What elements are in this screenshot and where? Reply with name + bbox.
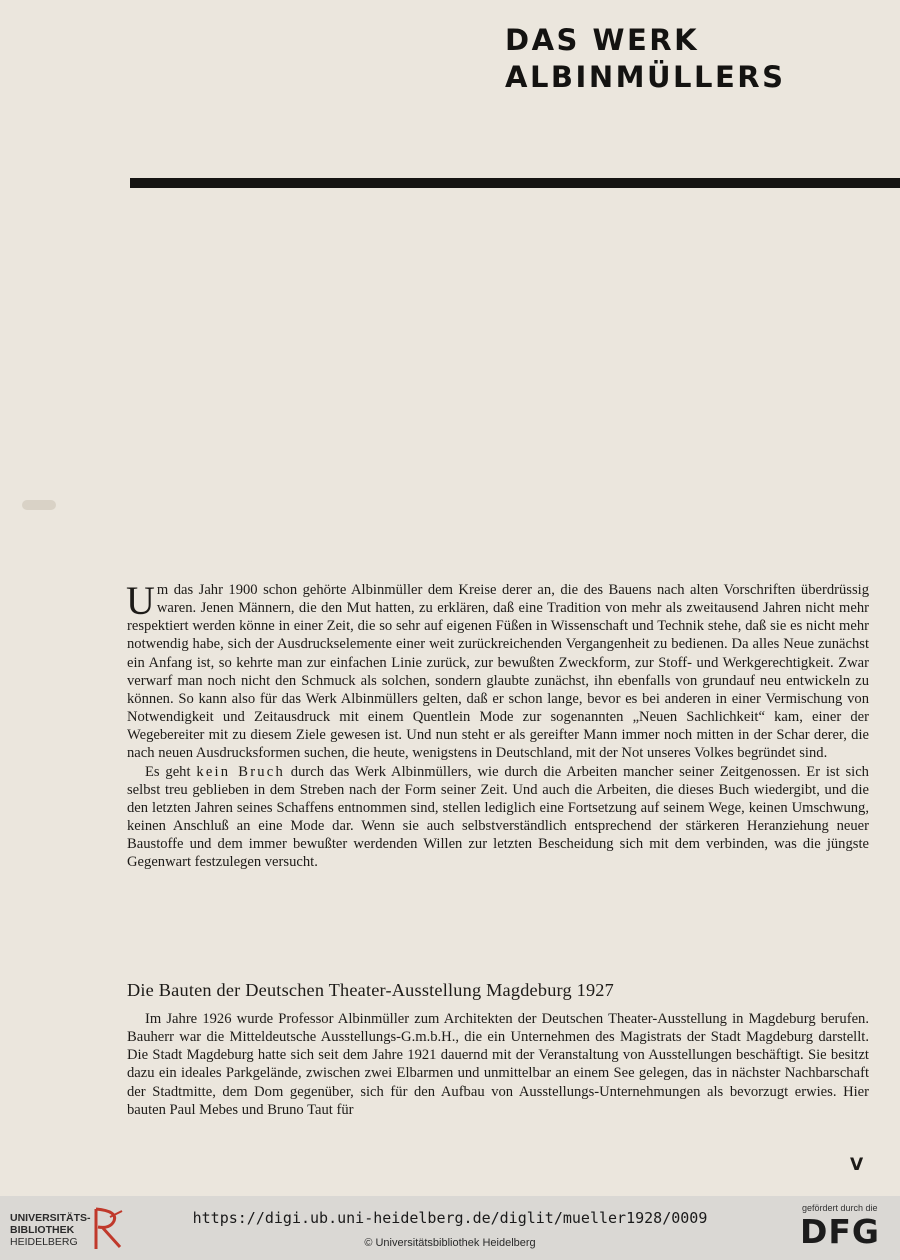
- document-url-link[interactable]: https://digi.ub.uni-heidelberg.de/diglit/mueller1928/0009: [192, 1209, 708, 1227]
- paragraph-1-text: m das Jahr 1900 schon gehörte Albinmüller dem Kreise derer an, die des Bauens nach alten Vorschriften überdrüssig waren. Jenen Männern, die den Mut hatten, zu erklären, daß eine Tradition von mehr als zweitausend Jahren nicht mehr respektiert werden könne in einer Zeit, die so sehr auf eigenen Füßen in Wissenschaft und Technik stehe, daß sie es nicht mehr notwendig habe, sich der Ausdruckselemente einer weit zurückreichenden Vergangenheit zu bedienen. Da alles Neue zunächst ein Anfang ist, so kehrte man zur einfachen Linie zurück, zur bewußten Zweckform, zur Stoff- und Werkgerechtigkeit. Zwar verwarf man noch nicht den Schmuck als solchen, sondern glaubte zunächst, ihn ebenfalls von grundauf neu entwickeln zu können. So kann also für das Werk Albinmüllers gelten, daß er schon lange, bevor es bei anderen in einer Vermischung von Notwendigkeit und Zeitausdruck mit einem Quentlein Mode zur sogenannten „Neuen Sachlichkeit“ kam, einer der Wegebereiter mit zu diesem Ziele gewesen ist. Und nun steht er als gereifter Mann immer noch mitten in der Schar derer, die nach neuen Ausdrucksformen suchen, die heute, wenigstens in Deutschland, mit der Not unseres Volkes begründet sind.: [127, 582, 869, 762]
- library-name-line-1: UNIVERSITÄTS-: [10, 1212, 91, 1224]
- paragraph-1: [126, 578, 869, 763]
- paragraph-3: Im Jahre 1926 wurde Professor Albinmüller zum Architekten der Deutschen Theater-Ausstellung in Magdeburg berufen. Bauherr war die Mitteldeutsche Ausstellungs-G.m.b.H., die ein Unternehmen des Magistrats der Stadt Magdeburg darstellt. Die Stadt Magdeburg hatte sich seit dem Jahre 1921 dauernd mit der Veranstaltung von Ausstellungen beschäftigt. Sie besitzt dazu ein ideales Parkgelände, zwischen zwei Elbarmen und unmittelbar an einem See gelegen, das in nächster Nachbarschaft der Stadtmitte, dem Dom gegenüber, sich für den Aufbau von Ausstellungs-Unternehmungen als bevorzugt erwies. Hier bauten Paul Mebes und Bruno Taut für: [127, 1011, 869, 1118]
- page-number: V: [850, 1155, 864, 1175]
- section-heading: Die Bauten der Deutschen Theater-Ausstellung Magdeburg 1927: [127, 980, 614, 1000]
- paragraph-2-start: Es geht: [145, 763, 191, 780]
- title-rule: [130, 178, 900, 188]
- paper-smudge: [22, 500, 56, 510]
- paragraph-2-text: durch das Werk Albinmüllers, wie durch die Arbeiten mancher seiner Zeitgenossen. Er ist sich selbst treu geblieben in dem Streben nach der Form seiner Zeit. Und auch die Arbeiten, die dieses Buch wiedergibt, und die den letzten Jahren seines Schaffens entnommen sind, stellen lediglich eine Fortsetzung auf seinem Wege, keinen Umschwung, keinen Anschluß an eine Mode dar. Wenn sie auch selbstverständlich entsprechend der stärkeren Heranziehung neuer Baustoffe und dem immer bewußter werdenden Willen zur letzten Bescheidung sich mit dem verbinden, was die jüngste Gegenwart festzulegen versucht.: [127, 763, 869, 871]
- funding-label: gefördert durch die: [802, 1203, 878, 1213]
- copyright-notice: © Universitätsbibliothek Heidelberg: [364, 1237, 536, 1249]
- dfg-logo[interactable]: DFG: [800, 1212, 881, 1251]
- viewer-footer: [0, 1196, 900, 1260]
- section-text: [127, 1010, 869, 1119]
- library-name-line-3: HEIDELBERG: [10, 1236, 78, 1248]
- paragraph-2: [127, 763, 869, 872]
- paragraph-2-emphasis: kein Bruch: [196, 763, 285, 780]
- library-name-line-2: BIBLIOTHEK: [10, 1224, 75, 1236]
- title-line-2: ALBINMÜLLERS: [505, 60, 786, 94]
- drop-cap: U: [126, 578, 155, 623]
- intro-text: [126, 578, 869, 872]
- page-title: [505, 22, 785, 96]
- title-line-1: DAS WERK: [505, 23, 700, 57]
